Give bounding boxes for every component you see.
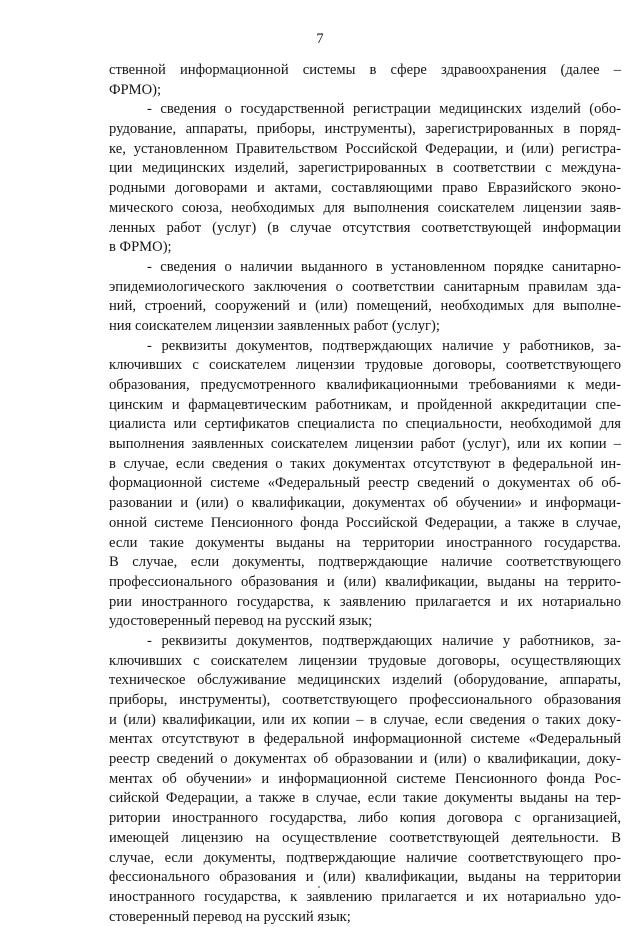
text-line: ФРМО);	[109, 81, 162, 98]
text-line: техническое обслуживание медицинских изделий (оборудование, аппараты,	[109, 672, 621, 689]
page-number: 7	[316, 31, 324, 47]
text-line: выполнения заявленных соискателем лицензии работ (услуг), или их копии –	[109, 436, 621, 453]
text-line: эпидемиологического заключения о соответствии санитарным правилам зда-	[109, 278, 621, 295]
text-line: профессионального образования и (или) квалификации, выданы на террито-	[109, 573, 621, 590]
text-line: фессионального образования и (или) квалификации, выданы на территории	[109, 869, 621, 886]
text-line: мического союза, необходимых для выполнения соискателем лицензии заяв-	[109, 199, 621, 216]
text-line: формационной системе «Федеральный реестр сведений о документах об об-	[109, 475, 621, 492]
text-line: ния соискателем лицензии заявленных работ (услуг);	[109, 317, 440, 334]
text-line: образования, предусмотренного квалификационными требованиями к меди-	[109, 377, 621, 393]
text-line: разовании и (или) о квалификации, документах об обучении» и информаци-	[109, 495, 621, 512]
text-line: в случае, если сведения о таких документах отсутствуют в федеральной ин-	[109, 455, 621, 472]
text-line: ключивших с соискателем лицензии трудовые договоры, осуществляющих	[109, 652, 621, 669]
text-line: родными договорами и актами, составляющими право Евразийского эконо-	[109, 180, 621, 197]
text-line: реестр сведений о документах об образовании и (или) о квалификации, доку-	[109, 751, 621, 768]
text-line: ний, строений, сооружений и (или) помещений, необходимых для выполне-	[109, 298, 621, 315]
text-line: если такие документы выданы на территории иностранного государства.	[109, 534, 621, 551]
text-line: рии иностранного государства, к заявлению прилагается и их нотариально	[109, 593, 621, 610]
text-line: ментах об обучении» и информационной системе Пенсионного фонда Рос-	[109, 770, 621, 787]
text-line: случае, если документы, подтверждающие наличие соответствующего про-	[109, 849, 621, 866]
text-line: ственной информационной системы в сфере здравоохранения (далее –	[109, 62, 621, 78]
text-line: - реквизиты документов, подтверждающих наличие у работников, за-	[147, 337, 621, 354]
text-line: сийской Федерации, а также в случае, если такие документы выданы на тер-	[109, 790, 621, 807]
text-line: стоверенный перевод на русский язык;	[109, 908, 351, 925]
text-line: имеющей лицензию на осуществление соответствующей деятельности. В	[109, 829, 621, 846]
text-line: и (или) квалификации, или их копии – в случае, если сведения о таких доку-	[109, 711, 621, 728]
text-line: ции медицинских изделий, зарегистрированных в соответствии с междуна-	[109, 160, 621, 177]
text-line: ментах отсутствуют в федеральной информационной системе «Федеральный	[109, 731, 621, 748]
text-line: в ФРМО);	[109, 239, 172, 256]
text-line: циалиста или сертификатов специалиста по специальности, необходимой для	[109, 416, 621, 433]
scan-speck	[318, 886, 320, 888]
body-text	[109, 61, 621, 927]
text-line: рудование, аппараты, приборы, инструменты), зарегистрированных в поряд-	[109, 121, 621, 138]
text-line: удостоверенный перевод на русский язык;	[109, 613, 373, 630]
text-line: ке, установленном Правительством Российской Федерации, и (или) регистра-	[109, 140, 621, 157]
text-line: - сведения о наличии выданного в установленном порядке санитарно-	[147, 258, 621, 275]
text-line: ритории иностранного государства, либо копия договора с организацией,	[109, 810, 621, 827]
text-line: приборы, инструменты), соответствующего профессионального образования	[109, 692, 621, 708]
text-line: - реквизиты документов, подтверждающих наличие у работников, за-	[147, 632, 621, 649]
text-line: цинским и фармацевтическим работникам, и пройденной аккредитации спе-	[109, 396, 621, 413]
text-line: ленных работ (услуг) (в случае отсутствия соответствующей информации	[109, 219, 621, 236]
text-line: онной системе Пенсионного фонда Российской Федерации, а также в случае,	[109, 514, 621, 531]
text-line: иностранного государства, к заявлению прилагается и их нотариально удо-	[109, 888, 621, 905]
text-line: ключивших с соискателем лицензии трудовые договоры, соответствующего	[109, 357, 621, 374]
text-line: - сведения о государственной регистрации медицинских изделий (обо-	[147, 101, 621, 118]
text-line: В случае, если документы, подтверждающие наличие соответствующего	[109, 554, 621, 571]
